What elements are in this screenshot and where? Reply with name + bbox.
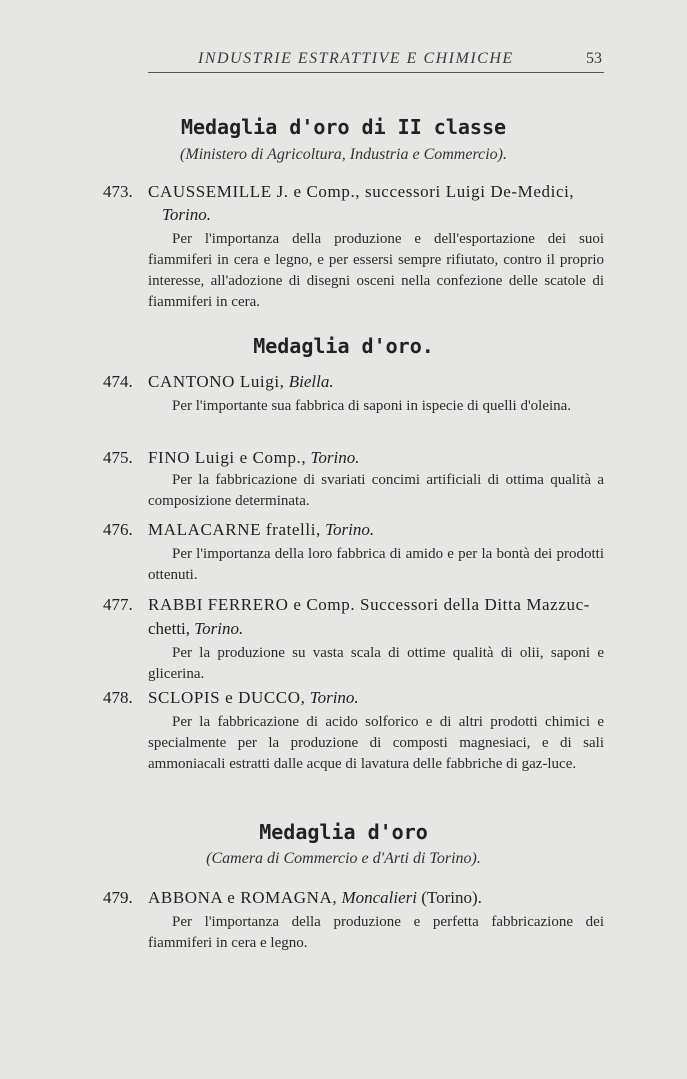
entry-description-text: Per la produzione su vasta scala di ottime qualità di olii, saponi e glicerina. <box>148 645 604 682</box>
entry-473-description <box>148 229 604 313</box>
entry-478-description <box>148 712 604 775</box>
entry-477-name-continuation <box>148 617 243 641</box>
entry-location: Torino. <box>310 448 360 467</box>
section-title-gold-medal-chamber: Medaglia d'oro <box>259 820 428 844</box>
entry-description-text: Per la fabbricazione di svariati concimi artificiali di ottima qualità a composizione determinata. <box>148 472 604 509</box>
entry-477-heading <box>103 593 613 617</box>
entry-name-cont: chetti, <box>148 619 191 638</box>
entry-description-text: Per l'importanza della produzione e dell'esportazione dei suoi fiammiferi in cera e legno, e per essersi sempre rifiutato, contro il proprio interesse, all'adozione di disegni osceni nella confezione delle scatole di fiammiferi in cera. <box>148 231 604 310</box>
entry-name: MALACARNE fratelli, <box>148 520 321 539</box>
running-head <box>148 50 604 73</box>
entry-location: Torino. <box>309 688 359 707</box>
entry-name: CANTONO Luigi, <box>148 372 285 391</box>
section-title-gold-medal-ii-class: Medaglia d'oro di II classe <box>180 115 507 139</box>
entry-description-text: Per l'importante sua fabbrica di saponi in ispecie di quelli d'oleina. <box>172 398 572 414</box>
running-title: INDUSTRIE ESTRATTIVE E CHIMICHE <box>198 50 514 67</box>
entry-474-heading <box>103 370 613 394</box>
entry-474-description <box>148 396 604 417</box>
entry-number: 473. <box>103 182 133 201</box>
entry-number: 476. <box>103 520 133 539</box>
section-title-gold-medal: Medaglia d'oro. <box>253 334 434 358</box>
entry-473-location: Torino. <box>162 205 211 224</box>
entry-location-suffix: (Torino). <box>421 888 482 907</box>
entry-number: 477. <box>103 595 133 614</box>
entry-name: FINO Luigi e Comp., <box>148 448 307 467</box>
entry-name: ABBONA e ROMAGNA, <box>148 888 338 907</box>
entry-location: Biella. <box>288 372 334 391</box>
entry-479-heading <box>103 886 613 910</box>
entry-name: SCLOPIS e DUCCO, <box>148 688 306 707</box>
entry-description-text: Per l'importanza della produzione e perfetta fabbricazione dei fiammiferi in cera e legno. <box>148 914 604 951</box>
entry-473-heading <box>103 180 613 204</box>
entry-number: 479. <box>103 888 133 907</box>
entry-475-description <box>148 470 604 512</box>
entry-location: Moncalieri <box>341 888 417 907</box>
entry-number: 474. <box>103 372 133 391</box>
entry-477-description <box>148 643 604 685</box>
entry-location: Torino. <box>194 619 244 638</box>
entry-479-description <box>148 912 604 954</box>
section-subtitle-chamber: (Camera di Commercio e d'Arti di Torino). <box>206 850 481 867</box>
entry-475-heading <box>103 446 613 470</box>
entry-number: 475. <box>103 448 133 467</box>
section-subtitle-ministry: (Ministero di Agricoltura, Industria e Commercio). <box>180 146 507 163</box>
entry-476-heading <box>103 518 613 542</box>
page-number: 53 <box>586 50 602 67</box>
entry-478-heading <box>103 686 613 710</box>
entry-name: CAUSSEMILLE J. e Comp., successori Luigi De-Medici, <box>148 182 575 201</box>
entry-name: RABBI FERRERO e Comp. Successori della Ditta Mazzuc- <box>148 595 590 614</box>
entry-476-description <box>148 544 604 586</box>
entry-location: Torino. <box>325 520 375 539</box>
entry-number: 478. <box>103 688 133 707</box>
entry-description-text: Per la fabbricazione di acido solforico e di altri prodotti chimici e specialmente per la produzione di composti magnesiaci, e di sali ammoniacali estratti dalle acque di lavatura delle fabbriche di gaz-luce. <box>148 714 604 772</box>
entry-description-text: Per l'importanza della loro fabbrica di amido e per la bontà dei prodotti ottenuti. <box>148 546 604 583</box>
